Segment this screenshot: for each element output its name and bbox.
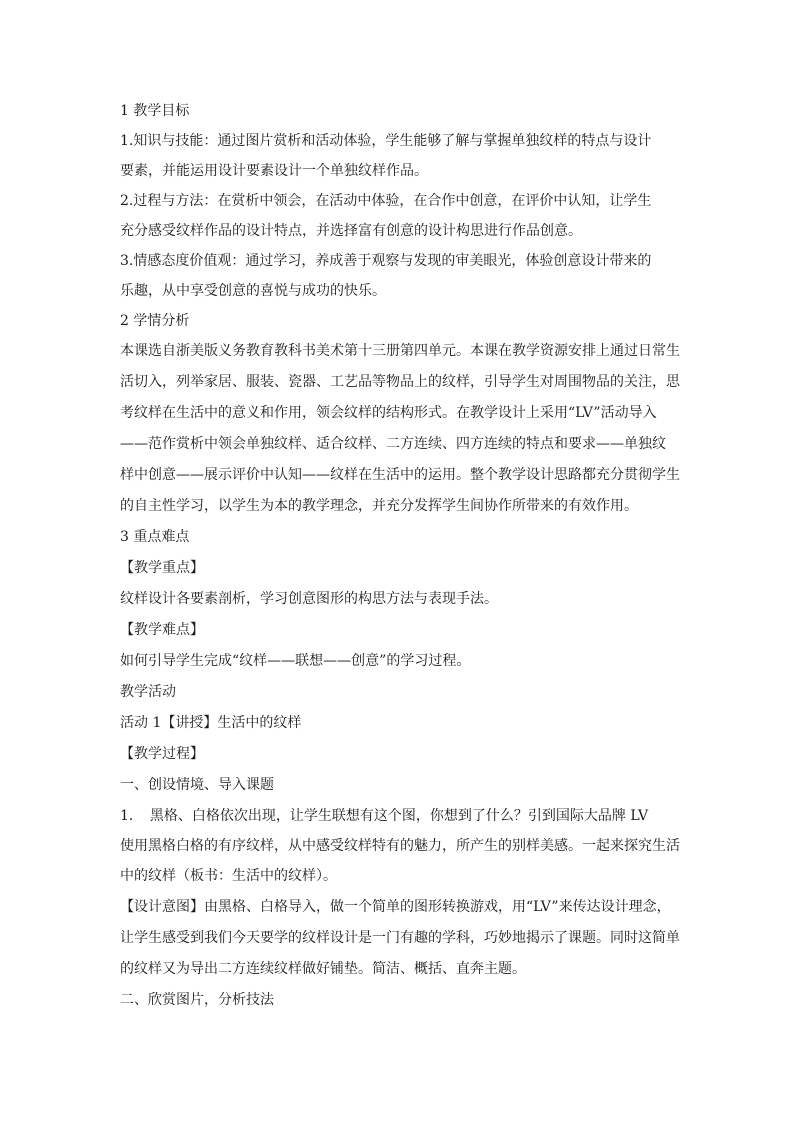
section-heading-key-points: 3 重点难点 [120,529,190,545]
goal-3-line-2: 乐趣，从中享受创意的喜悦与成功的快乐。 [120,283,386,299]
key-point-label: 【教学重点】 [120,560,204,576]
analysis-line-4: ——范作赏析中领会单独纹样、适合纹样、二方连续、四方连续的特点和要求——单独纹 [120,436,666,452]
goal-2-line-1: 2.过程与方法：在赏析中领会，在活动中体验，在合作中创意，在评价中认知，让学生 [120,193,652,209]
design-intent-line-2: 让学生感受到我们今天要学的纹样设计是一门有趣的学科，巧妙地揭示了课题。同时这简单 [120,930,680,946]
analysis-line-5: 样中创意——展示评价中认知——纹样在生活中的运用。整个教学设计思路都充分贯彻学生 [120,467,680,483]
section-heading-goals: 1 教学目标 [120,103,190,119]
goal-2-line-2: 充分感受纹样作品的设计特点，并选择富有创意的设计构思进行作品创意。 [120,223,582,239]
step-1-heading: 一、创设情境、导入课题 [120,777,274,793]
activity-1-title: 活动 1【讲授】生活中的纹样 [120,715,302,731]
goal-1-line-2: 要素，并能运用设计要素设计一个单独纹样作品。 [120,163,428,179]
process-label: 【教学过程】 [120,746,204,762]
analysis-line-1: 本课选自浙美版义务教育教科书美术第十三册第四单元。本课在教学资源安排上通过日常生 [120,343,680,359]
design-intent-line-1: 【设计意图】由黑格、白格导入，做一个简单的图形转换游戏，用“LV”来传达设计理念， [120,899,671,915]
step-1-line-2: 使用黑格白格的有序纹样，从中感受纹样特有的魅力，所产生的别样美感。一起来探究生活 [120,838,680,854]
difficult-point-text: 如何引导学生完成“纹样——联想——创意”的学习过程。 [120,653,471,669]
analysis-line-6: 的自主性学习，以学生为本的教学理念，并充分发挥学生间协作所带来的有效作用。 [120,498,638,514]
key-point-text: 纹样设计各要素剖析，学习创意图形的构思方法与表现手法。 [120,591,498,607]
step-1-line-1: 1． 黑格、白格依次出现，让学生联想有这个图，你想到了什么？引到国际大品牌 LV [120,808,649,824]
goal-3-line-1: 3.情感态度价值观：通过学习，养成善于观察与发现的审美眼光，体验创意设计带来的 [120,253,652,269]
step-1-line-3: 中的纹样（板书：生活中的纹样）。 [120,868,337,884]
difficult-point-label: 【教学难点】 [120,622,204,638]
section-heading-analysis: 2 学情分析 [120,313,190,329]
analysis-line-2: 活切入，列举家居、服装、瓷器、工艺品等物品上的纹样，引导学生对周围物品的关注，思 [120,374,680,390]
section-heading-activity: 教学活动 [120,684,176,700]
analysis-line-3: 考纹样在生活中的意义和作用，领会纹样的结构形式。在教学设计上采用“LV”活动导入 [120,405,657,421]
document-body [120,100,680,1012]
goal-1-line-1: 1.知识与技能：通过图片赏析和活动体验，学生能够了解与掌握单独纹样的特点与设计 [120,133,652,149]
design-intent-line-3: 的纹样又为导出二方连续纹样做好铺垫。简洁、概括、直奔主题。 [120,961,526,977]
step-2-heading: 二、欣赏图片，分析技法 [120,992,274,1008]
